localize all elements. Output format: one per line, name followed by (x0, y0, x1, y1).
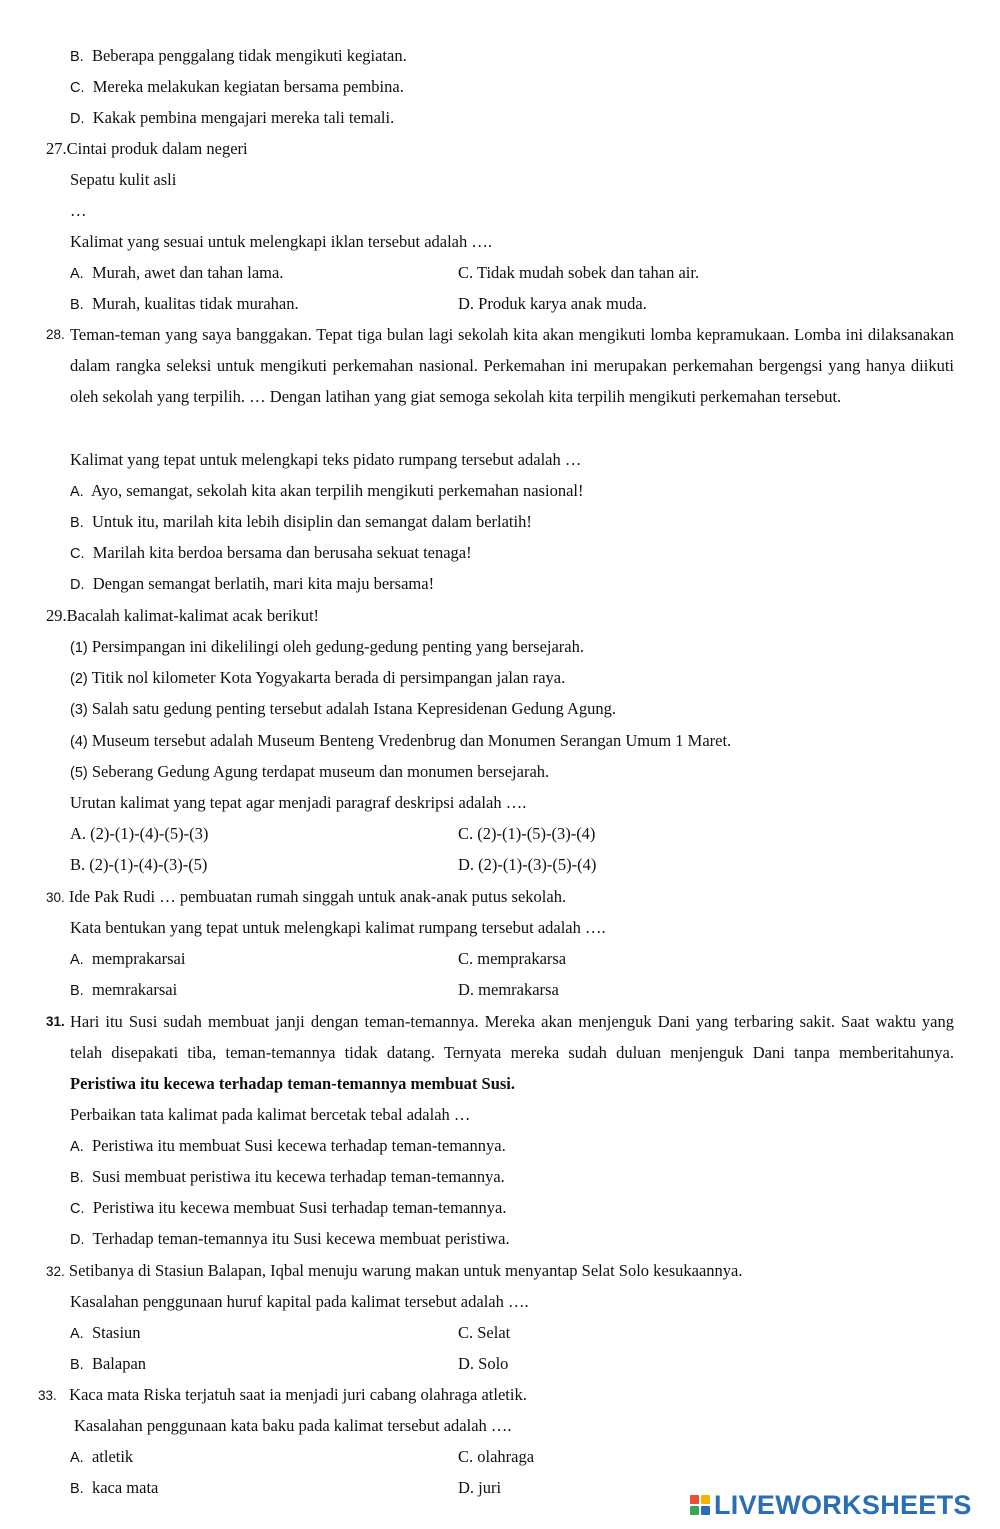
q27-ad-line2: Sepatu kulit asli (70, 170, 177, 189)
option-label: B. (70, 297, 84, 313)
q29-sentence-2 (70, 662, 565, 695)
q27-option-d (458, 288, 647, 319)
option-label: A. (70, 1139, 84, 1155)
option-text: memrakarsai (91, 980, 178, 999)
q31-prompt: Perbaikan tata kalimat pada kalimat bercetak tebal adalah … (70, 1105, 471, 1124)
option-text: Peristiwa itu membuat Susi kecewa terhadap teman-temannya. (91, 1136, 506, 1155)
q28-option-d (70, 568, 434, 601)
q27-ad-line3: … (70, 201, 87, 220)
option-text: Tidak mudah sobek dan tahan air. (476, 263, 700, 282)
q26-option-c (70, 71, 404, 104)
q28-option-c (70, 537, 472, 570)
q26-option-d (70, 102, 394, 135)
q33-header (38, 1379, 527, 1411)
option-label: A. (70, 484, 84, 500)
q27-option-c (458, 257, 699, 288)
q33-option-d: D. juri (458, 1478, 502, 1497)
q29-sentence-5 (70, 756, 549, 789)
q28-option-a (70, 475, 583, 508)
option-text: Produk karya anak muda. (478, 294, 647, 313)
question-number: 27. (46, 139, 67, 158)
q31-passage (70, 1006, 954, 1099)
option-label: A. (70, 1450, 84, 1466)
sentence-text: Museum tersebut adalah Museum Benteng Vredenbrug dan Monumen Serangan Umum 1 Maret. (91, 731, 732, 750)
option-text: Peristiwa itu kecewa membuat Susi terhadap teman-temannya. (92, 1198, 507, 1217)
option-label: D. (458, 294, 475, 313)
option-text: Untuk itu, marilah kita lebih disiplin dan semangat dalam berlatih! (91, 512, 532, 531)
option-text: Mereka melakukan kegiatan bersama pembina. (92, 77, 404, 96)
q33-prompt: Kasalahan penggunaan kata baku pada kalimat tersebut adalah …. (74, 1416, 512, 1435)
q30-header (46, 881, 566, 913)
q29-sentence-1 (70, 631, 584, 664)
q27-option-a (70, 257, 283, 290)
option-label: D. (70, 111, 85, 127)
liveworksheets-logo-icon (690, 1495, 710, 1515)
option-label: A. (70, 952, 84, 968)
option-text: Beberapa penggalang tidak mengikuti kegiatan. (91, 46, 407, 65)
q26-option-b (70, 40, 407, 73)
q29-sentence-3 (70, 693, 616, 726)
logo-text: LIVEWORKSHEETS (714, 1489, 972, 1520)
q29-sentence-4 (70, 725, 731, 758)
q30-option-d: D. memrakarsa (458, 980, 559, 999)
option-text: Marilah kita berdoa bersama dan berusaha sekuat tenaga! (92, 543, 472, 562)
option-label: D. (70, 1232, 85, 1248)
option-text: Murah, awet dan tahan lama. (91, 263, 284, 282)
option-label: C. (70, 1201, 85, 1217)
q32-option-d: D. Solo (458, 1354, 509, 1373)
q31-option-d (70, 1223, 510, 1256)
q29-prompt: Urutan kalimat yang tepat agar menjadi paragraf deskripsi adalah …. (70, 793, 527, 812)
q33-option-b (70, 1472, 158, 1505)
question-number: 33. (38, 1388, 57, 1403)
q33-option-a (70, 1441, 133, 1474)
option-label: B. (70, 1481, 84, 1497)
q27-option-b (70, 288, 299, 321)
option-label: B. (70, 983, 84, 999)
sentence-text: Seberang Gedung Agung terdapat museum dan monumen bersejarah. (91, 762, 550, 781)
sentence-text: Salah satu gedung penting tersebut adalah Istana Kepresidenan Gedung Agung. (91, 699, 617, 718)
q29-option-a: A. (2)-(1)-(4)-(5)-(3) (70, 824, 209, 843)
q31-number: 31. (46, 1014, 65, 1029)
sentence-label: (3) (70, 702, 88, 718)
q32-header (46, 1255, 743, 1287)
sentence-label: (4) (70, 734, 88, 750)
option-text: Terhadap teman-temannya itu Susi kecewa membuat peristiwa. (92, 1229, 510, 1248)
option-label: A. (70, 266, 84, 282)
sentence-label: (1) (70, 640, 88, 656)
q29-header (46, 600, 319, 631)
question-number: 30. (46, 890, 65, 905)
q30-prompt: Kata bentukan yang tepat untuk melengkapi kalimat rumpang tersebut adalah …. (70, 918, 606, 937)
bold-sentence: Peristiwa itu kecewa terhadap teman-temannya membuat Susi. (70, 1074, 516, 1093)
q30-option-a (70, 943, 185, 976)
q28-number: 28. (46, 327, 65, 342)
passage-text: Hari itu Susi sudah membuat janji dengan teman-temannya. Mereka akan menjenguk Dani yang terbaring sakit. Saat waktu yang telah disepakati tiba, teman-temannya tidak datang. Ternyata mereka sudah duluan menjenguk Dani tanpa memberitahunya. (70, 1012, 954, 1062)
q31-option-c (70, 1192, 507, 1225)
q29-option-d: D. (2)-(1)-(3)-(5)-(4) (458, 855, 597, 874)
q29-option-b: B. (2)-(1)-(4)-(3)-(5) (70, 855, 208, 874)
sentence-label: (5) (70, 765, 88, 781)
option-text: Ayo, semangat, sekolah kita akan terpilih mengikuti perkemahan nasional! (91, 481, 584, 500)
q32-option-b (70, 1348, 146, 1381)
q28-option-b (70, 506, 532, 539)
sentence-label: (2) (70, 671, 88, 687)
option-label: C. (458, 263, 474, 282)
option-label: B. (70, 49, 84, 65)
ad-line: Cintai produk dalam negeri (66, 139, 248, 158)
option-text: Susi membuat peristiwa itu kecewa terhadap teman-temannya. (91, 1167, 505, 1186)
question-sentence: Setibanya di Stasiun Balapan, Iqbal menuju warung makan untuk menyantap Selat Solo kesukaannya. (68, 1261, 743, 1280)
q32-prompt: Kasalahan penggunaan huruf kapital pada kalimat tersebut adalah …. (70, 1292, 529, 1311)
q29-option-c: C. (2)-(1)-(5)-(3)-(4) (458, 824, 596, 843)
option-text: kaca mata (91, 1478, 159, 1497)
option-text: Kakak pembina mengajari mereka tali temali. (92, 108, 395, 127)
q32-option-a (70, 1317, 141, 1350)
sentence-text: Titik nol kilometer Kota Yogyakarta berada di persimpangan jalan raya. (91, 668, 566, 687)
option-text: memprakarsai (91, 949, 186, 968)
q31-option-b (70, 1161, 505, 1194)
option-text: atletik (91, 1447, 134, 1466)
q32-option-c: C. Selat (458, 1323, 511, 1342)
question-sentence: Ide Pak Rudi … pembuatan rumah singgah untuk anak-anak putus sekolah. (68, 887, 567, 906)
option-label: D. (70, 577, 85, 593)
question-number: 32. (46, 1264, 65, 1279)
question-intro: Bacalah kalimat-kalimat acak berikut! (66, 606, 320, 625)
q30-option-b (70, 974, 177, 1007)
option-text: Dengan semangat berlatih, mari kita maju bersama! (92, 574, 435, 593)
question-number: 29. (46, 606, 67, 625)
q33-option-c: C. olahraga (458, 1447, 535, 1466)
q31-option-a (70, 1130, 506, 1163)
option-text: Murah, kualitas tidak murahan. (91, 294, 299, 313)
q28-prompt: Kalimat yang tepat untuk melengkapi teks pidato rumpang tersebut adalah … (70, 450, 582, 469)
q27-prompt: Kalimat yang sesuai untuk melengkapi iklan tersebut adalah …. (70, 232, 493, 251)
option-label: C. (70, 80, 85, 96)
q28-passage: Teman-teman yang saya banggakan. Tepat tiga bulan lagi sekolah kita akan mengikuti lomba kepramukaan. Lomba ini dilaksanakan dalam rangka seleksi untuk mengikuti perkemahan nasional. Perkemahan ini merupakan perkemahan bergengsi yang hanya diikuti oleh sekolah yang terpilih. … Dengan latihan yang giat semoga sekolah kita terpilih mengikuti perkemahan tersebut. (70, 325, 954, 406)
sentence-text: Persimpangan ini dikelilingi oleh gedung-gedung penting yang bersejarah. (91, 637, 584, 656)
option-text: Balapan (91, 1354, 147, 1373)
option-label: B. (70, 1357, 84, 1373)
option-label: B. (70, 1170, 84, 1186)
option-label: C. (70, 546, 85, 562)
option-label: B. (70, 515, 84, 531)
q30-option-c: C. memprakarsa (458, 949, 567, 968)
option-label: A. (70, 1326, 84, 1342)
option-text: Stasiun (91, 1323, 141, 1342)
q27-header (46, 133, 248, 164)
liveworksheets-logo (690, 1488, 972, 1522)
question-sentence: Kaca mata Riska terjatuh saat ia menjadi juri cabang olahraga atletik. (69, 1385, 527, 1404)
